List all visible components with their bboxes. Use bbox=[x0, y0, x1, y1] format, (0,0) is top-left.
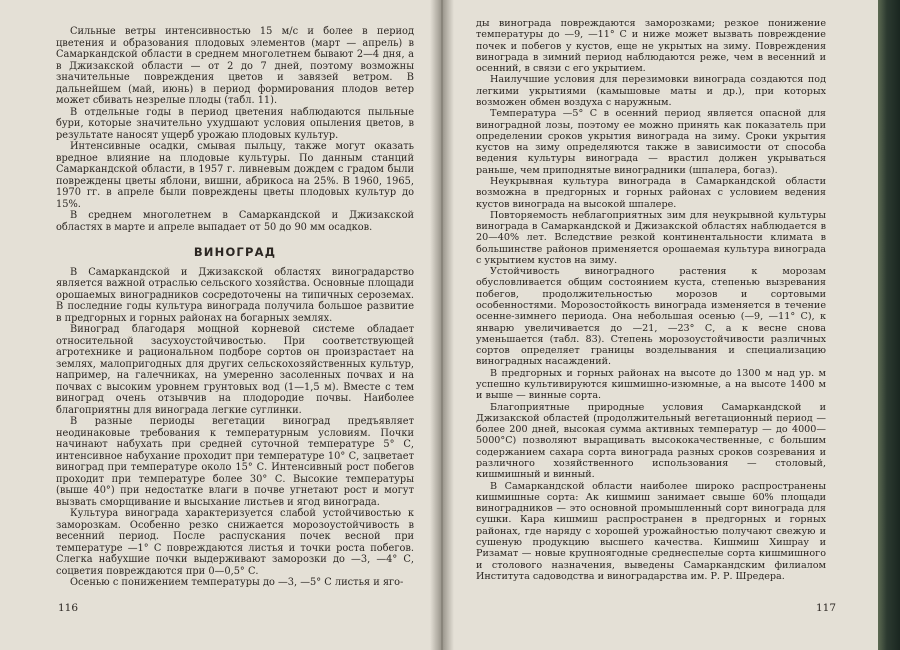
paragraph: Повторяемость неблагоприятных зим для неукрывной культуры винограда в Самаркандской и Джизакской областях наблюдается в 20—40% лет. Вследствие резкой континентальности климата в большинстве районов применяется орошаемая культура винограда с укрытием кустов на зиму. bbox=[476, 209, 826, 266]
book-cover-edge bbox=[878, 0, 900, 650]
left-paragraphs-after bbox=[56, 267, 414, 589]
paragraph: Интенсивные осадки, смывая пыльцу, также могут оказать вредное влияние на плодовые культуры. По данным станций Самаркандской области, в 1957 г. ливневым дождем с градом были повреждены цветы яблони, вишни, абрикоса на 25%. В 1960, 1965, 1970 гг. в апреле были повреждены цветы плодовых культур до 15%. bbox=[56, 141, 414, 210]
paragraph: Устойчивость виноградного растения к морозам обусловливается общим состоянием куста, степенью вызревания побегов, продолжительностью морозов и сортовыми особенностями. Морозостойкость винограда изменяется в течение осенне-зимнего периода. Она небольшая осенью (—9, —11° С), к январю увеличивается до —21, —23° С, а к весне снова уменьшается (табл. 83). Степень морозоустойчивости различных сортов определяет границы возделывания и специализацию виноградных насаждений. bbox=[476, 266, 826, 368]
paragraph: В предгорных и горных районах на высоте до 1300 м над ур. м успешно культивируются кишмишно-изюмные, а на высоте 1400 м и выше — винные сорта. bbox=[476, 367, 826, 402]
paragraph: В отдельные годы в период цветения наблюдаются пыльные бури, которые значительно ухудшают условия опыления цветов, в результате наносят ущерб урожаю плодовых культур. bbox=[56, 106, 414, 141]
paragraph: Сильные ветры интенсивностью 15 м/с и более в период цветения и образования плодовых элементов (март — апрель) в Самаркандской области в среднем многолетнем бывают 2—4 дня, а в Джизакской области — от 2 до 7 дней, поэтому возможны значительные повреждения цветов и завязей ветром. В дальнейшем (май, июнь) в период формирования плодов ветер может сбивать незрелые плоды (табл. 11). bbox=[56, 26, 414, 106]
book-gutter bbox=[430, 0, 454, 650]
paragraph: В Самаркандской и Джизакской областях виноградарство является важной отраслью сельского хозяйства. Основные площади орошаемых виноградников сосредоточены на типичных сероземах. В последние годы культура винограда получила большое развитие в предгорных и горных районах на богарных землях. bbox=[56, 266, 414, 324]
paragraph: Наилучшие условия для перезимовки винограда создаются под легкими укрытиями (камышовые маты и др.), при которых возможен обмен воздуха с наружным. bbox=[476, 74, 826, 108]
paragraph: Осенью с понижением температуры до —3, —5° С листья и яго- bbox=[70, 577, 404, 588]
right-page bbox=[454, 0, 878, 650]
paragraph: В среднем многолетнем в Самаркандской и Джизакской областях в марте и апреле выпадает от 50 до 90 мм осадков. bbox=[56, 210, 414, 233]
paragraph: Неукрывная культура винограда в Самаркандской области возможна в предгорных и горных районах с условием ведения кустов винограда на высокой шпалере. bbox=[476, 175, 826, 210]
paragraph: Культура винограда характеризуется слабой устойчивостью к заморозкам. Особенно резко снижается морозоустойчивость в весенний период. После распускания почек весной при температуре —1° С повреждаются листья и точки роста побегов. Слегка набухшие почки выдерживают заморозки до —3, —4° С, соцветия повреждаются при 0—0,5° С. bbox=[56, 508, 414, 577]
right-page-text bbox=[476, 18, 826, 582]
paragraph: В Самаркандской области наиболее широко распространены кишмишные сорта: Ак кишмиш занимает свыше 60% площади виноградников — это основной промышленный сорт винограда для сушки. Кара кишмиш распространен в предгорных и горных районах, где наряду с хорошей урожайностью получают свежую и сушеную продукцию высшего качества. Кишмиш Хишрау и Ризамат — новые крупноягодные среднеспелые сорта кишмишного и столового назначения, выведены Самаркандским филиалом Института садоводства и виноградарства им. Р. Р. Шредера. bbox=[476, 480, 826, 582]
section-heading: ВИНОГРАД bbox=[193, 245, 277, 259]
paragraph: В разные периоды вегетации виноград предъявляет неодинаковые требования к температурным условиям. Почки начинают набухать при средней суточной температуре 5° С, интенсивное набухание проходит при температуре 10° С, зацветает виноград при температуре около 15° С. Интенсивный рост побегов проходит при температуре более 30° С. Высокие температуры (выше 40°) при недостатке влаги в почве угнетают рост и могут вызвать сморщивание и высыхание листьев и ягод винограда. bbox=[56, 416, 414, 508]
left-paragraphs-before bbox=[56, 26, 414, 233]
left-page bbox=[0, 0, 430, 650]
page-number-left: 116 bbox=[58, 602, 79, 614]
paragraph: Температура —5° С в осенний период является опасной для виноградной лозы, поэтому ее можно принять как показатель при определении сроков укрытия винограда на зиму. Сроки укрытия кустов на зиму определяются также в зависимости от способа ведения культуры винограда — врастил должен укрываться раньше, чем приподнятые виноградники (шпалера, богаз). bbox=[476, 108, 826, 176]
page-number-right: 117 bbox=[816, 602, 837, 614]
left-page-text bbox=[56, 26, 414, 589]
paragraph: Виноград благодаря мощной корневой системе обладает относительной засухоустойчивостью. При соответствующей агротехнике и рациональном подборе сортов он произрастает на землях, малопригодных для других сельскохозяйственных культур, например, на галечниках, на умеренно засоленных почвах и на почвах с высоким уровнем грунтовых вод (1—1,5 м). Вместе с тем виноград очень отзывчив на плодородие почвы. Наиболее благоприятны для винограда легкие суглинки. bbox=[56, 324, 414, 416]
paragraph: ды винограда повреждаются заморозками; резкое понижение температуры до —9, —11° С и ниже может вызвать повреждение почек и побегов у кустов, еще не укрытых на зиму. Повреждения винограда в зимний период наблюдаются реже, чем в весенний и осенний, в связи с его укрытием. bbox=[476, 18, 826, 75]
paragraph: Благоприятные природные условия Самаркандской и Джизакской областей (продолжительный вегетационный период — более 200 дней, высокая сумма активных температур — до 4000—5000°С) позволяют выращивать высококачественные, с большим содержанием сахара сорта винограда разных сроков созревания и различного хозяйственного использования — столовый, кишмишный и винный. bbox=[476, 401, 826, 481]
